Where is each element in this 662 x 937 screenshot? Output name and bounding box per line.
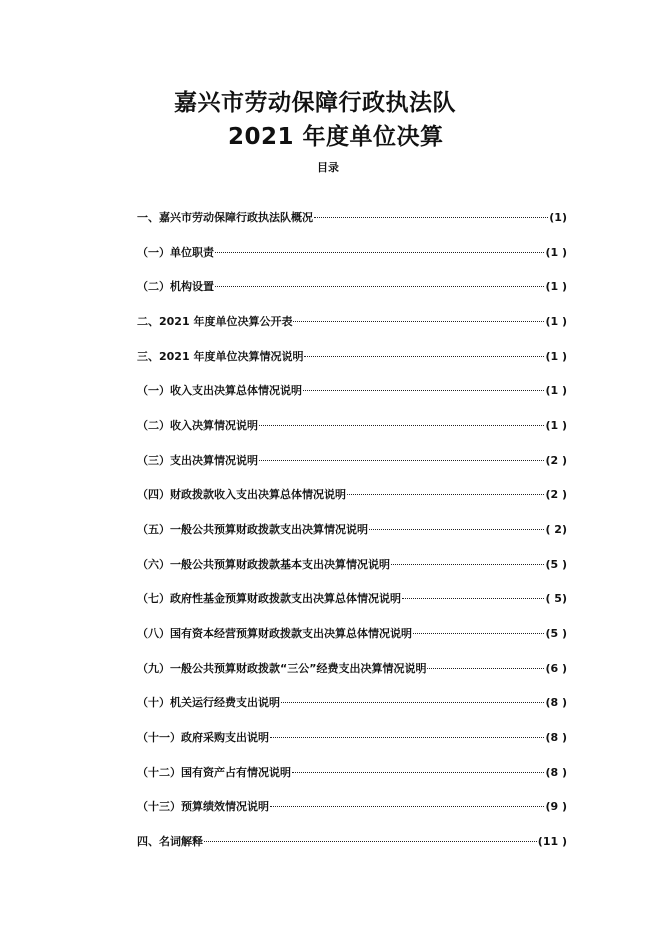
toc-leader-dots [270, 806, 544, 807]
toc-leader-dots [369, 529, 544, 530]
toc-entry[interactable] [137, 660, 567, 676]
toc-entry-label: （二）收入决算情况说明 [137, 419, 258, 432]
toc-entry[interactable] [137, 590, 567, 606]
toc-entry-page: (8 ) [545, 696, 567, 709]
toc-entry-label: （七）政府性基金预算财政拨款支出决算总体情况说明 [137, 592, 401, 605]
toc-leader-dots [204, 841, 537, 842]
toc-leader-dots [304, 356, 544, 357]
toc-entry-label: （一）收入支出决算总体情况说明 [137, 384, 302, 397]
toc-entry[interactable] [137, 209, 567, 225]
toc-leader-dots [270, 737, 544, 738]
toc-entry-label: （九）一般公共预算财政拨款“三公”经费支出决算情况说明 [137, 662, 427, 675]
toc-entry[interactable] [137, 486, 567, 502]
toc-leader-dots [402, 598, 544, 599]
toc-entry-page: (2 ) [545, 454, 567, 467]
toc-entry-page: (1 ) [545, 315, 567, 328]
toc-entry[interactable] [137, 382, 567, 398]
toc-entry-page: (1 ) [545, 419, 567, 432]
toc-entry-page: (8 ) [545, 731, 567, 744]
toc-leader-dots [259, 425, 544, 426]
toc-entry-label: （十二）国有资产占有情况说明 [137, 766, 291, 779]
toc-entry[interactable] [137, 521, 567, 537]
toc-entry-label: （十）机关运行经费支出说明 [137, 696, 280, 709]
toc-entry-page: (9 ) [545, 800, 567, 813]
toc-leader-dots [303, 390, 544, 391]
toc-entry-page: (6 ) [545, 662, 567, 675]
toc-entry-label: 二、2021 年度单位决算公开表 [137, 315, 293, 328]
toc-entry[interactable] [137, 313, 567, 329]
toc-entry-page: (5 ) [545, 558, 567, 571]
toc-entry-page: (1 ) [545, 350, 567, 363]
toc-leader-dots [413, 633, 544, 634]
toc-entry-page: (8 ) [545, 766, 567, 779]
toc-entry-label: 一、嘉兴市劳动保障行政执法队概况 [137, 211, 313, 224]
toc-entry[interactable] [137, 278, 567, 294]
toc-leader-dots [314, 217, 548, 218]
toc-heading: 目录 [317, 161, 339, 174]
toc-entry-label: （十一）政府采购支出说明 [137, 731, 269, 744]
toc-leader-dots [293, 321, 544, 322]
toc-entry[interactable] [137, 694, 567, 710]
toc-entry[interactable] [137, 452, 567, 468]
toc-entry-page: (11 ) [537, 835, 567, 848]
toc-entry-page: (1) [549, 211, 567, 224]
toc-leader-dots [281, 702, 544, 703]
toc-entry-label: （一）单位职责 [137, 246, 214, 259]
toc-entry-label: 三、2021 年度单位决算情况说明 [137, 350, 304, 363]
toc-entry-page: ( 5) [545, 592, 567, 605]
toc-entry-label: （二）机构设置 [137, 280, 214, 293]
toc-leader-dots [292, 772, 544, 773]
toc-entry-page: (1 ) [545, 280, 567, 293]
toc-leader-dots [215, 252, 544, 253]
document-title-line2: 2021 年度单位决算 [228, 124, 444, 150]
toc-leader-dots [215, 286, 544, 287]
toc-entry-label: （三）支出决算情况说明 [137, 454, 258, 467]
toc-entry[interactable] [137, 348, 567, 364]
toc-entry[interactable] [137, 556, 567, 572]
toc-entry-label: （四）财政拨款收入支出决算总体情况说明 [137, 488, 346, 501]
toc-entry-label: （十三）预算绩效情况说明 [137, 800, 269, 813]
toc-entry-page: ( 2) [545, 523, 567, 536]
toc-entry[interactable] [137, 625, 567, 641]
document-title-line1: 嘉兴市劳动保障行政执法队 [174, 90, 456, 116]
toc-entry-label: （六）一般公共预算财政拨款基本支出决算情况说明 [137, 558, 390, 571]
toc-entry-page: (5 ) [545, 627, 567, 640]
toc-entry-label: 四、名词解释 [137, 835, 203, 848]
toc-entry[interactable] [137, 833, 567, 849]
toc-leader-dots [347, 494, 544, 495]
toc-entry-page: (1 ) [545, 246, 567, 259]
toc-entry-page: (2 ) [545, 488, 567, 501]
toc-entry[interactable] [137, 798, 567, 814]
toc-entry[interactable] [137, 729, 567, 745]
toc-leader-dots [259, 460, 544, 461]
toc-entry-label: （五）一般公共预算财政拨款支出决算情况说明 [137, 523, 368, 536]
toc-entry[interactable] [137, 417, 567, 433]
toc-entry-label: （八）国有资本经营预算财政拨款支出决算总体情况说明 [137, 627, 412, 640]
toc-entry[interactable] [137, 244, 567, 260]
toc-entry-page: (1 ) [545, 384, 567, 397]
toc-entry[interactable] [137, 764, 567, 780]
toc-leader-dots [391, 564, 544, 565]
toc-leader-dots [427, 668, 544, 669]
